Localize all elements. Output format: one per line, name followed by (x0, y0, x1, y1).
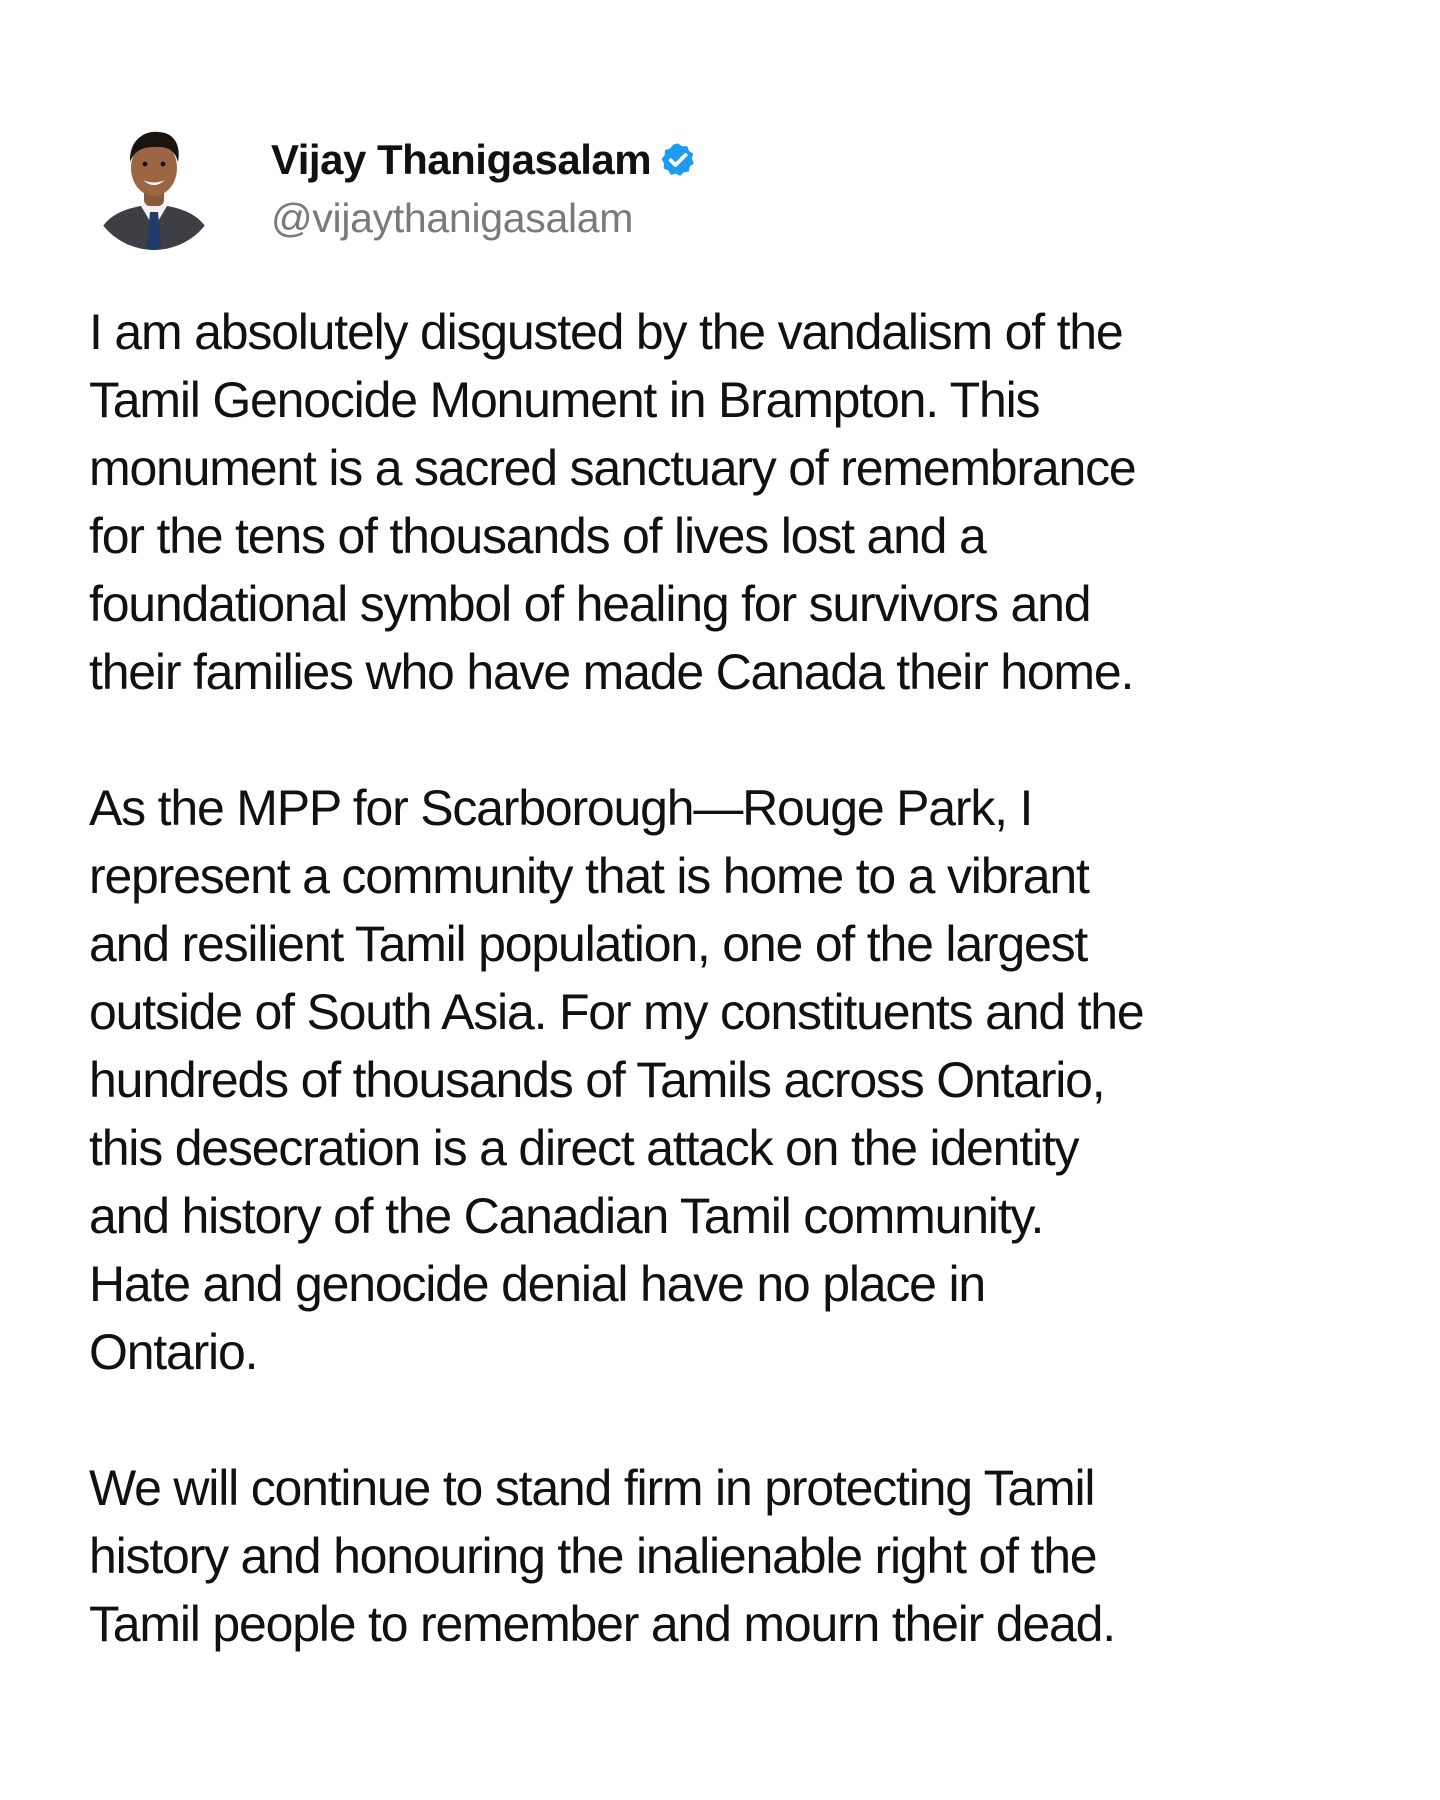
post-line: Hate and genocide denial have no place in (89, 1256, 985, 1312)
author-handle[interactable]: @vijaythanigasalam (271, 194, 634, 241)
post-line: hundreds of thousands of Tamils across Ontario, (89, 1052, 1105, 1108)
post-line: history and honouring the inalienable right of the (89, 1528, 1097, 1584)
post-line: for the tens of thousands of lives lost and a (89, 508, 986, 564)
post-line: We will continue to stand firm in protecting Tamil (89, 1460, 1095, 1516)
post-line: and history of the Canadian Tamil community. (89, 1188, 1044, 1244)
avatar[interactable] (89, 120, 219, 250)
post-line: Tamil people to remember and mourn their dead. (89, 1596, 1115, 1652)
post-line: I am absolutely disgusted by the vandalism of the (89, 304, 1123, 360)
post-line: Ontario. (89, 1324, 258, 1380)
post-paragraph-1 (89, 298, 1379, 706)
post-line: outside of South Asia. For my constituents and the (89, 984, 1144, 1040)
author-names (271, 129, 697, 242)
post-line: this desecration is a direct attack on the identity (89, 1120, 1079, 1176)
display-name[interactable]: Vijay Thanigasalam (271, 135, 652, 183)
profile-photo-icon (89, 120, 219, 250)
post-line: Tamil Genocide Monument in Brampton. This (89, 372, 1040, 428)
post-line: As the MPP for Scarborough—Rouge Park, I (89, 780, 1033, 836)
display-name-row (271, 129, 697, 191)
post-body (89, 298, 1379, 1658)
post-line: foundational symbol of healing for survivors and (89, 576, 1091, 632)
post-paragraph-3 (89, 1454, 1379, 1658)
post-line: and resilient Tamil population, one of the largest (89, 916, 1088, 972)
post-line: represent a community that is home to a vibrant (89, 848, 1089, 904)
post-paragraph-2 (89, 774, 1379, 1386)
post-header (89, 110, 1379, 260)
post-line: their families who have made Canada their home. (89, 644, 1134, 700)
post-line: monument is a sacred sanctuary of remembrance (89, 440, 1136, 496)
post-card (89, 110, 1379, 1658)
verified-badge-icon (659, 141, 697, 179)
